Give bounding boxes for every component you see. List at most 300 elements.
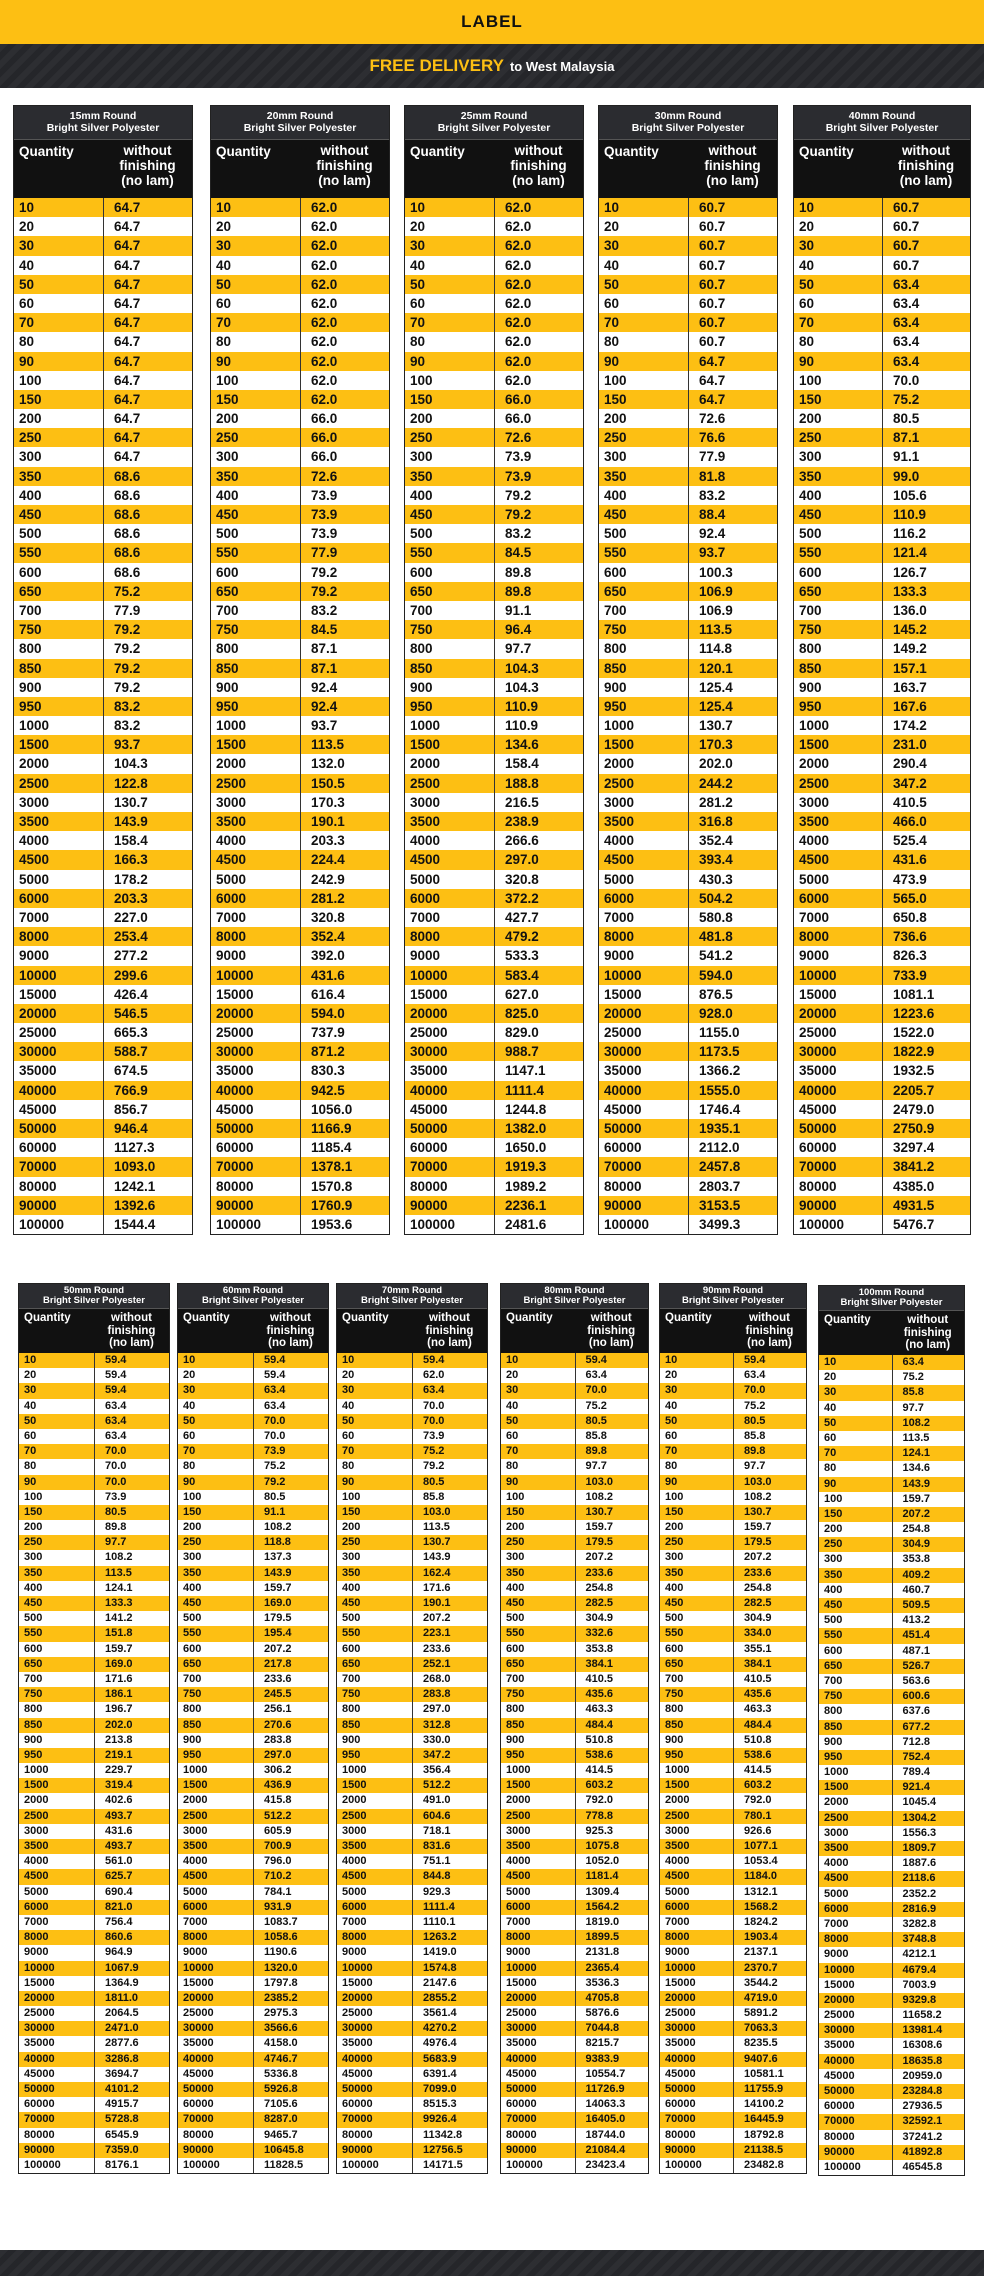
quantity-cell: 100 — [216, 372, 239, 388]
price-cell: 87.1 — [300, 639, 389, 658]
table-row — [501, 1793, 648, 1808]
table-row — [211, 467, 389, 486]
table-row — [599, 1119, 777, 1138]
quantity-cell: 2000 — [410, 756, 441, 772]
price-cell: 1822.9 — [882, 1042, 970, 1061]
table-row — [211, 409, 389, 428]
quantity-cell: 6000 — [183, 1900, 208, 1913]
table-row — [337, 2112, 487, 2127]
price-cell: 63.4 — [253, 1383, 328, 1398]
price-cell: 1166.9 — [300, 1119, 389, 1138]
price-cell: 103.0 — [733, 1475, 806, 1490]
table-row — [501, 2006, 648, 2021]
column-price-header — [94, 1312, 169, 1353]
price-cell: 1242.1 — [103, 1177, 192, 1196]
table-row — [19, 1642, 169, 1657]
price-cell: 70.0 — [882, 371, 970, 390]
table-row — [599, 198, 777, 217]
price-cell: 384.1 — [575, 1657, 649, 1672]
table-row — [405, 1177, 583, 1196]
table-material: Bright Silver Polyester — [202, 1295, 304, 1306]
table-row — [14, 985, 192, 1004]
quantity-cell: 80 — [183, 1460, 196, 1473]
table-row — [405, 1081, 583, 1100]
table-row — [19, 1733, 169, 1748]
quantity-cell: 40 — [342, 1399, 355, 1412]
price-cell: 66.0 — [494, 409, 583, 428]
quantity-cell: 10000 — [19, 967, 57, 983]
quantity-cell: 600 — [342, 1642, 361, 1655]
quantity-cell: 300 — [216, 449, 239, 465]
price-cell: 3748.8 — [892, 1932, 965, 1947]
quantity-cell: 200 — [24, 1521, 43, 1534]
table-row — [178, 2097, 328, 2112]
quantity-cell: 550 — [183, 1627, 202, 1640]
price-cell: 712.8 — [892, 1735, 965, 1750]
price-cell: 84.5 — [300, 620, 389, 639]
quantity-cell: 30000 — [24, 2022, 55, 2035]
table-row — [599, 601, 777, 620]
table-row — [178, 1778, 328, 1793]
price-cell: 3286.8 — [94, 2052, 169, 2067]
table-row — [819, 1947, 964, 1962]
price-cell: 352.4 — [688, 831, 777, 850]
table-row — [501, 1900, 648, 1915]
quantity-cell: 850 — [824, 1720, 843, 1733]
table-row — [405, 1100, 583, 1119]
quantity-cell: 80000 — [183, 2128, 214, 2141]
column-price-header-line: (no lam) — [706, 172, 759, 188]
column-quantity-header: Quantity — [342, 1312, 389, 1324]
quantity-cell: 550 — [410, 545, 433, 561]
column-price-header — [882, 144, 970, 198]
column-price-header-line: without — [270, 1312, 311, 1324]
quantity-cell: 70000 — [19, 1159, 57, 1175]
price-cell: 75.2 — [412, 1444, 487, 1459]
quantity-cell: 550 — [216, 545, 239, 561]
table-row — [405, 294, 583, 313]
price-cell: 463.3 — [733, 1702, 806, 1717]
quantity-cell: 9000 — [19, 948, 50, 964]
price-cell: 627.0 — [494, 985, 583, 1004]
table-row — [337, 2036, 487, 2051]
quantity-cell: 2500 — [506, 1809, 531, 1822]
table-row — [14, 371, 192, 390]
price-cell: 2365.4 — [575, 1961, 649, 1976]
quantity-cell: 90 — [824, 1477, 837, 1490]
quantity-cell: 7000 — [604, 909, 635, 925]
quantity-cell: 950 — [19, 698, 42, 714]
price-cell: 9407.6 — [733, 2052, 806, 2067]
price-cell: 829.0 — [494, 1023, 583, 1042]
quantity-cell: 350 — [824, 1568, 843, 1581]
price-cell: 780.1 — [733, 1809, 806, 1824]
table-title — [660, 1284, 806, 1309]
price-cell: 460.7 — [892, 1583, 965, 1598]
table-row — [660, 1626, 806, 1641]
quantity-cell: 40 — [604, 257, 620, 273]
quantity-cell: 900 — [24, 1733, 43, 1746]
price-cell: 7359.0 — [94, 2143, 169, 2158]
table-row — [405, 927, 583, 946]
table-row — [211, 1023, 389, 1042]
price-cell: 737.9 — [300, 1023, 389, 1042]
price-cell: 46545.8 — [892, 2160, 965, 2175]
table-row — [178, 2067, 328, 2082]
price-cell: 1244.8 — [494, 1100, 583, 1119]
table-row — [819, 1568, 964, 1583]
column-quantity-header: Quantity — [604, 144, 659, 159]
quantity-cell: 60000 — [410, 1140, 448, 1156]
quantity-cell: 90000 — [342, 2143, 373, 2156]
quantity-cell: 2000 — [24, 1794, 49, 1807]
quantity-cell: 900 — [799, 679, 822, 695]
table-row — [405, 697, 583, 716]
quantity-cell: 80 — [342, 1460, 355, 1473]
quantity-cell: 850 — [506, 1718, 525, 1731]
table-row — [599, 889, 777, 908]
table-row — [819, 1750, 964, 1765]
price-cell: 6391.4 — [412, 2067, 487, 2082]
price-cell: 525.4 — [882, 831, 970, 850]
quantity-cell: 30 — [799, 238, 815, 254]
table-row — [211, 217, 389, 236]
price-cell: 73.9 — [253, 1444, 328, 1459]
quantity-cell: 600 — [824, 1644, 843, 1657]
table-row — [19, 1353, 169, 1368]
table-row — [178, 1733, 328, 1748]
table-row — [337, 1611, 487, 1626]
quantity-cell: 700 — [24, 1672, 43, 1685]
quantity-cell: 30 — [410, 238, 426, 254]
table-row — [819, 1674, 964, 1689]
table-row — [501, 1399, 648, 1414]
table-row — [337, 1672, 487, 1687]
quantity-cell: 3500 — [665, 1840, 690, 1852]
table-row — [794, 620, 970, 639]
table-title — [14, 106, 192, 140]
table-row — [660, 1399, 806, 1414]
quantity-cell: 650 — [665, 1657, 684, 1670]
table-row — [405, 850, 583, 869]
table-row — [405, 447, 583, 466]
price-cell: 108.2 — [94, 1550, 169, 1565]
quantity-cell: 30000 — [799, 1044, 837, 1060]
table-row — [599, 1157, 777, 1176]
table-row — [660, 1596, 806, 1611]
table-row — [19, 1596, 169, 1611]
price-cell: 62.0 — [300, 390, 389, 409]
quantity-cell: 15000 — [216, 986, 254, 1002]
price-cell: 1364.9 — [94, 1976, 169, 1991]
price-cell: 304.9 — [892, 1537, 965, 1552]
quantity-cell: 100000 — [665, 2158, 702, 2171]
price-cell: 64.7 — [103, 236, 192, 255]
quantity-cell: 80 — [24, 1460, 37, 1473]
quantity-cell: 60 — [19, 295, 35, 311]
column-price-header-line: finishing — [587, 1324, 636, 1337]
table-row — [660, 1550, 806, 1565]
price-cell: 510.8 — [733, 1733, 806, 1748]
quantity-cell: 9000 — [24, 1946, 49, 1959]
price-cell: 2457.8 — [688, 1157, 777, 1176]
quantity-cell: 45000 — [183, 2067, 214, 2080]
price-cell: 63.4 — [412, 1383, 487, 1398]
table-row — [211, 1004, 389, 1023]
quantity-cell: 500 — [604, 526, 627, 542]
table-row — [794, 236, 970, 255]
price-cell: 2236.1 — [494, 1196, 583, 1215]
price-cell: 27936.5 — [892, 2099, 965, 2114]
column-price-header-line: (no lam) — [121, 172, 174, 188]
quantity-cell: 80000 — [24, 2128, 55, 2141]
table-row — [178, 1657, 328, 1672]
quantity-cell: 20000 — [216, 1005, 254, 1021]
table-row — [211, 1215, 389, 1234]
table-row — [501, 1945, 648, 1960]
quantity-cell: 80000 — [216, 1178, 254, 1194]
table-row — [501, 2143, 648, 2158]
price-cell: 1760.9 — [300, 1196, 389, 1215]
quantity-cell: 300 — [183, 1551, 202, 1564]
price-cell: 7105.6 — [253, 2097, 328, 2112]
table-row — [599, 294, 777, 313]
price-cell: 563.6 — [892, 1674, 965, 1689]
table-row — [599, 1215, 777, 1234]
quantity-cell: 40 — [824, 1401, 837, 1414]
quantity-cell: 4000 — [183, 1855, 208, 1868]
price-cell: 202.0 — [688, 754, 777, 773]
price-cell: 62.0 — [300, 313, 389, 332]
table-row — [211, 908, 389, 927]
quantity-cell: 80 — [216, 334, 232, 350]
table-row — [14, 313, 192, 332]
price-cell: 538.6 — [575, 1748, 649, 1763]
quantity-cell: 50 — [24, 1414, 37, 1427]
price-cell: 63.4 — [94, 1399, 169, 1414]
quantity-cell: 600 — [216, 564, 239, 580]
table-row — [819, 1780, 964, 1795]
table-row — [819, 2069, 964, 2084]
quantity-cell: 6000 — [342, 1900, 367, 1913]
price-cell: 134.6 — [892, 1461, 965, 1476]
quantity-cell: 950 — [665, 1748, 684, 1761]
table-row — [337, 1490, 487, 1505]
price-cell: 104.3 — [103, 754, 192, 773]
table-row — [794, 505, 970, 524]
quantity-cell: 5000 — [342, 1885, 367, 1898]
quantity-cell: 60 — [506, 1429, 519, 1442]
quantity-cell: 10000 — [216, 967, 254, 983]
table-row — [599, 927, 777, 946]
table-row — [178, 1763, 328, 1778]
quantity-cell: 250 — [342, 1536, 361, 1549]
price-cell: 473.9 — [882, 870, 970, 889]
price-cell: 538.6 — [733, 1748, 806, 1763]
quantity-cell: 750 — [410, 622, 433, 638]
table-row — [19, 1793, 169, 1808]
table-row — [337, 1976, 487, 1991]
price-cell: 1111.4 — [412, 1900, 487, 1915]
table-row — [211, 601, 389, 620]
quantity-cell: 40 — [506, 1399, 519, 1412]
quantity-cell: 60 — [665, 1429, 678, 1442]
column-price-header-line: finishing — [903, 1326, 952, 1339]
price-cell: 736.6 — [882, 927, 970, 946]
table-row — [211, 1042, 389, 1061]
quantity-cell: 3500 — [604, 814, 635, 829]
quantity-cell: 6000 — [24, 1900, 49, 1913]
table-row — [19, 1459, 169, 1474]
table-material: Bright Silver Polyester — [631, 121, 745, 134]
price-cell: 825.0 — [494, 1004, 583, 1023]
table-row — [337, 1991, 487, 2006]
column-price-header-line: (no lam) — [899, 172, 953, 188]
quantity-cell: 2500 — [410, 775, 441, 791]
price-cell: 1077.1 — [733, 1839, 806, 1854]
price-cell: 79.2 — [103, 659, 192, 678]
price-cell: 20959.0 — [892, 2069, 965, 2084]
column-price-header-line: (no lam) — [427, 1337, 472, 1350]
price-cell: 1155.0 — [688, 1023, 777, 1042]
table-row — [337, 1399, 487, 1414]
price-cell: 1058.6 — [253, 1930, 328, 1945]
price-cell: 4101.2 — [94, 2082, 169, 2097]
price-cell: 1650.0 — [494, 1138, 583, 1157]
quantity-cell: 800 — [506, 1703, 525, 1716]
table-row — [337, 2128, 487, 2143]
table-row — [660, 1490, 806, 1505]
table-row — [794, 966, 970, 985]
quantity-cell: 900 — [410, 679, 433, 695]
table-row — [14, 486, 192, 505]
quantity-cell: 20000 — [410, 1005, 448, 1021]
quantity-cell: 550 — [665, 1627, 684, 1640]
quantity-cell: 70000 — [183, 2113, 214, 2126]
quantity-cell: 3000 — [24, 1824, 49, 1837]
table-row — [14, 1138, 192, 1157]
price-cell: 59.4 — [412, 1353, 487, 1368]
quantity-cell: 40000 — [410, 1082, 448, 1098]
quantity-cell: 1500 — [824, 1781, 849, 1794]
quantity-cell: 45000 — [216, 1101, 254, 1117]
price-cell: 64.7 — [103, 447, 192, 466]
table-row — [405, 563, 583, 582]
price-cell: 151.8 — [94, 1626, 169, 1641]
table-row — [178, 1475, 328, 1490]
quantity-cell: 2500 — [799, 775, 830, 791]
quantity-cell: 5000 — [824, 1887, 849, 1900]
table-row — [794, 1023, 970, 1042]
price-cell: 283.8 — [253, 1733, 328, 1748]
table-row — [819, 1461, 964, 1476]
price-cell: 10645.8 — [253, 2143, 328, 2158]
price-cell: 479.2 — [494, 927, 583, 946]
table-row — [660, 1535, 806, 1550]
table-column-headers — [19, 1309, 169, 1353]
quantity-cell: 100 — [24, 1490, 43, 1503]
table-row — [14, 850, 192, 869]
quantity-cell: 4000 — [216, 833, 247, 849]
table-row — [660, 1505, 806, 1520]
quantity-cell: 40 — [410, 257, 426, 273]
quantity-cell: 850 — [604, 660, 627, 676]
price-cell: 68.6 — [103, 563, 192, 582]
quantity-cell: 2000 — [604, 756, 635, 772]
table-row — [794, 1196, 970, 1215]
quantity-cell: 60000 — [183, 2098, 214, 2111]
table-row — [501, 2021, 648, 2036]
price-cell: 784.1 — [253, 1885, 328, 1900]
table-row — [337, 2052, 487, 2067]
price-cell: 13981.4 — [892, 2023, 965, 2038]
quantity-cell: 300 — [410, 449, 433, 465]
price-cell: 64.7 — [103, 198, 192, 217]
price-cell: 83.2 — [103, 697, 192, 716]
table-row — [599, 390, 777, 409]
quantity-cell: 100 — [799, 372, 822, 388]
quantity-cell: 400 — [799, 487, 822, 503]
table-row — [178, 1642, 328, 1657]
price-cell: 1419.0 — [412, 1945, 487, 1960]
price-cell: 372.2 — [494, 889, 583, 908]
table-row — [501, 1459, 648, 1474]
price-cell: 1083.7 — [253, 1915, 328, 1930]
table-row — [19, 1550, 169, 1565]
column-price-header-lines — [119, 144, 175, 189]
price-cell: 63.4 — [575, 1368, 649, 1383]
price-cell: 16308.6 — [892, 2038, 965, 2053]
table-row — [178, 2036, 328, 2051]
quantity-cell: 700 — [506, 1672, 525, 1685]
quantity-cell: 90000 — [799, 1197, 837, 1213]
quantity-cell: 20000 — [19, 1005, 57, 1021]
quantity-cell: 1500 — [342, 1779, 367, 1792]
table-row — [819, 1583, 964, 1598]
price-cell: 93.7 — [300, 716, 389, 735]
quantity-cell: 5000 — [24, 1885, 49, 1898]
delivery-region-text: to West Malaysia — [509, 58, 615, 74]
table-row — [405, 1157, 583, 1176]
price-cell: 410.5 — [733, 1672, 806, 1687]
quantity-cell: 2000 — [665, 1794, 690, 1807]
price-cell: 616.4 — [300, 985, 389, 1004]
table-column-headers — [178, 1309, 328, 1353]
quantity-cell: 250 — [799, 430, 822, 446]
quantity-cell: 100 — [665, 1490, 684, 1503]
price-cell: 2385.2 — [253, 1991, 328, 2006]
table-row — [19, 1930, 169, 1945]
quantity-cell: 150 — [19, 391, 42, 407]
price-cell: 59.4 — [733, 1353, 806, 1368]
column-price-header-line: finishing — [425, 1324, 474, 1337]
table-row — [14, 332, 192, 351]
price-cell: 231.0 — [882, 735, 970, 754]
quantity-cell: 35000 — [19, 1063, 57, 1079]
price-cell: 10554.7 — [575, 2067, 649, 2082]
table-row — [19, 1611, 169, 1626]
price-cell: 62.0 — [300, 275, 389, 294]
table-row — [337, 1854, 487, 1869]
price-cell: 16405.0 — [575, 2112, 649, 2127]
table-row — [14, 1215, 192, 1234]
quantity-cell: 70 — [19, 315, 35, 331]
table-row — [178, 1490, 328, 1505]
price-cell: 62.0 — [300, 294, 389, 313]
quantity-cell: 80 — [665, 1460, 678, 1473]
price-cell: 5876.6 — [575, 2006, 649, 2021]
price-cell: 108.2 — [892, 1416, 965, 1431]
